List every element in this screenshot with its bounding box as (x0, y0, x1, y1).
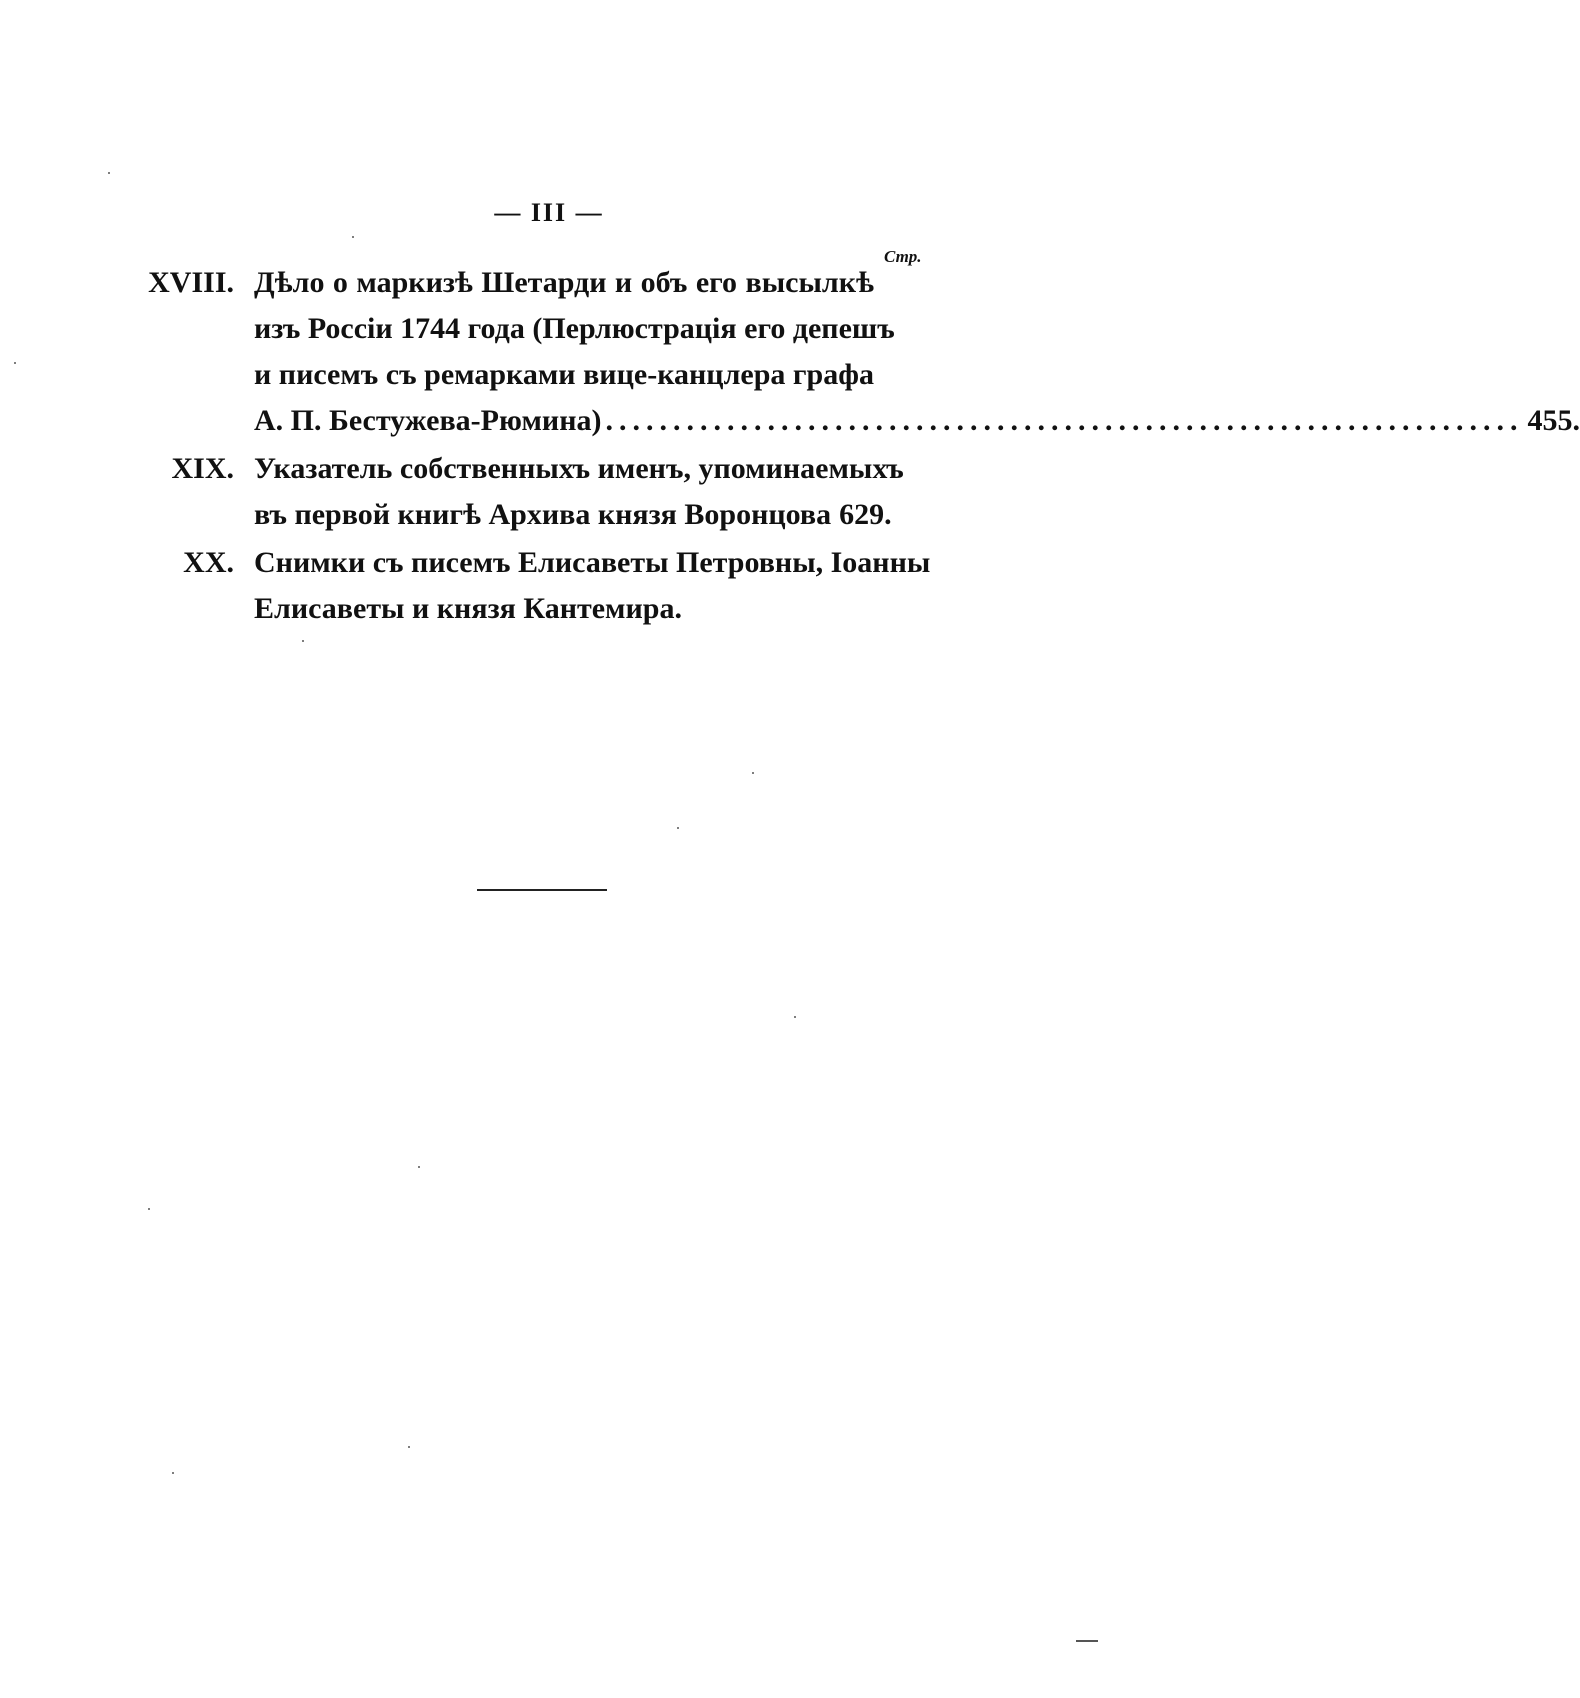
scan-speck (108, 172, 110, 174)
entry-text-line: Снимки съ писемъ Елисаветы Петровны, Іоанны (254, 546, 931, 579)
entry-page-number: 455. (1527, 404, 1580, 437)
entry-page-number: 629. (839, 498, 892, 531)
entry-text-line: и писемъ съ ремарками вице-канцлера графа (254, 358, 874, 391)
entry-text-line: Дѣло о маркизѣ Шетарди и объ его высылкѣ (254, 266, 874, 299)
scan-speck (14, 362, 16, 364)
entry-text-line: Указатель собственныхъ именъ, упоминаемыхъ (254, 452, 904, 485)
toc-entry-xviii (0, 260, 1140, 306)
scan-speck (408, 1446, 410, 1448)
page-number: — III — (494, 198, 604, 227)
entry-numeral: XVIII. (148, 266, 234, 299)
scan-speck (148, 1208, 150, 1210)
dot-leader: .................................................................... (605, 404, 1524, 437)
entry-numeral: XX. (183, 546, 234, 579)
toc-entry-xx (0, 540, 1140, 586)
page-column-label: Стр. (884, 247, 922, 266)
entry-text-line: изъ Россіи 1744 года (Перлюстрація его депешъ (254, 312, 895, 345)
scan-speck (794, 1016, 796, 1018)
entry-text-line: въ первой книгѣ Архива князя Воронцова (254, 498, 832, 531)
scan-speck (352, 236, 354, 238)
entry-text-line: Елисаветы и князя Кантемира. (254, 592, 682, 625)
scan-speck (1076, 1640, 1098, 1642)
scan-speck (172, 1472, 174, 1474)
scan-speck (752, 772, 754, 774)
scan-speck (677, 827, 679, 829)
scan-speck (418, 1166, 420, 1168)
entry-text-line: А. П. Бестужева-Рюмина) (254, 404, 602, 437)
toc-entry-xix (0, 446, 1140, 492)
scan-speck (302, 640, 304, 642)
section-divider-rule (477, 889, 607, 891)
entry-numeral: XIX. (171, 452, 234, 485)
